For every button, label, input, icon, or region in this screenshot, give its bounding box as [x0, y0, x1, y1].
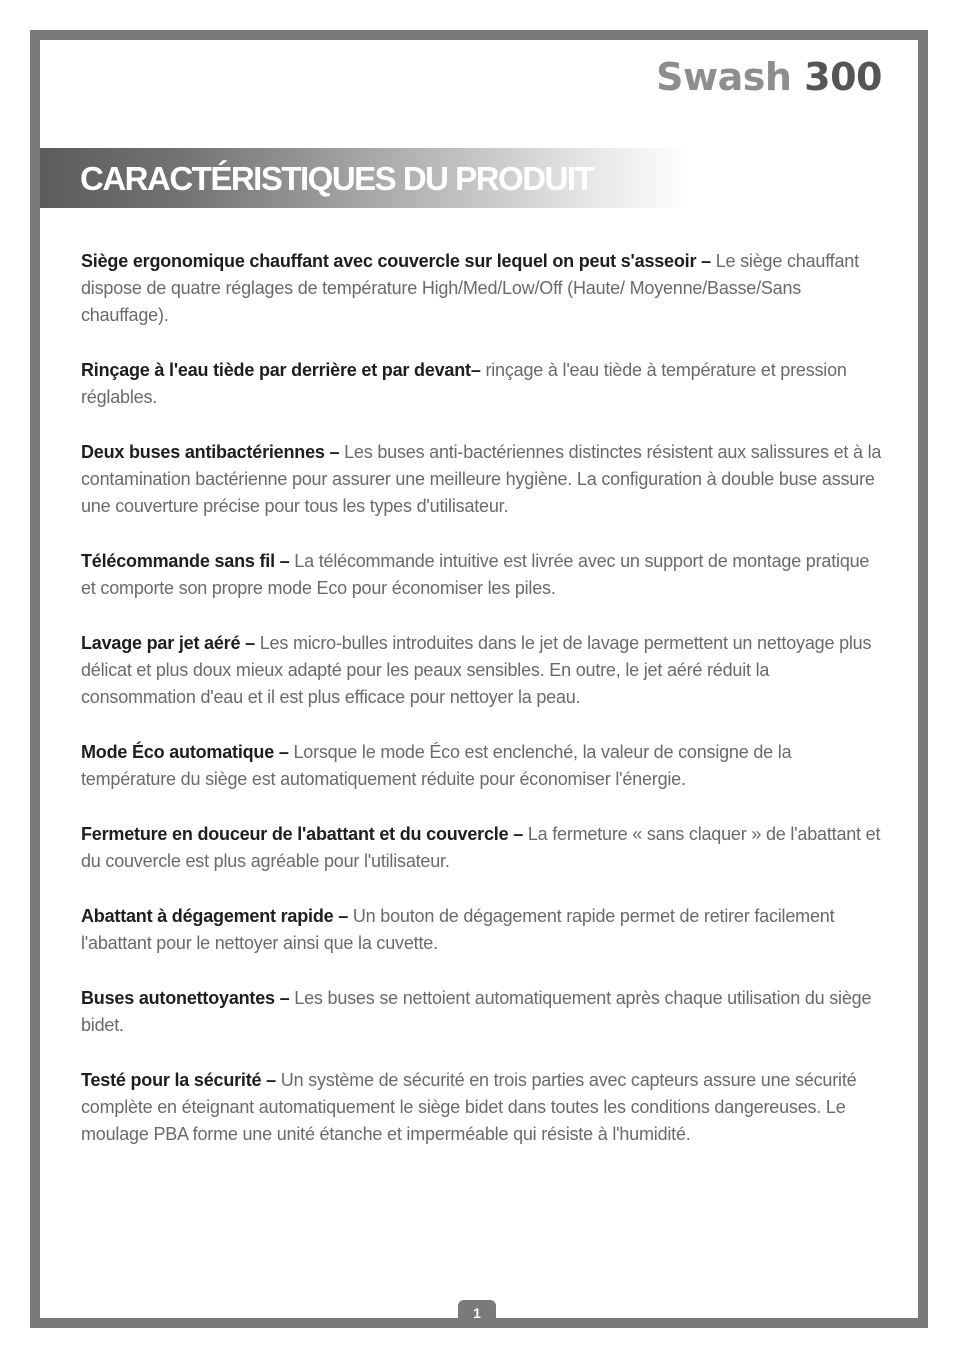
feature-description: rinçage à l'eau tiède à température et pression réglables. [81, 360, 847, 407]
feature-description: Le siège chauffant dispose de quatre réglages de température High/Med/Low/Off (Haute/ Moyenne/Basse/Sans chauffage). [81, 251, 859, 325]
feature-description: La fermeture « sans claquer » de l'abattant et du couvercle est plus agréable pour l'utilisateur. [81, 824, 881, 871]
brand-name: Swash [656, 55, 792, 99]
feature-description: Les buses se nettoient automatiquement après chaque utilisation du siège bidet. [81, 988, 872, 1035]
feature-title: Télécommande sans fil [81, 551, 275, 571]
page-frame [30, 30, 928, 1328]
section-title: CARACTÉRISTIQUES DU PRODUIT [80, 160, 594, 197]
feature-item: Lavage par jet aéré – Les micro-bulles introduites dans le jet de lavage permettent un nettoyage plus délicat et plus doux mieux adapté pour les peaux sensibles. En outre, le jet aéré réduit la consommation d'eau et il est plus efficace pour nettoyer la peau. [81, 633, 872, 707]
brand-model: 300 [804, 55, 882, 99]
feature-item: Testé pour la sécurité – Un système de sécurité en trois parties avec capteurs assure une sécurité complète en éteignant automatiquement le siège bidet dans toutes les conditions dangereuses. Le moulage PBA forme une unité étanche et imperméable qui résiste à l'humidité. [81, 1070, 857, 1144]
feature-list [81, 248, 884, 1176]
feature-description: La télécommande intuitive est livrée avec un support de montage pratique et comporte son propre mode Eco pour économiser les piles. [81, 551, 870, 598]
feature-description: Lorsque le mode Éco est enclenché, la valeur de consigne de la température du siège est automatiquement réduite pour économiser l'énergie. [81, 742, 792, 789]
feature-title: Fermeture en douceur de l'abattant et du couvercle [81, 824, 509, 844]
page-number: 1 [458, 1300, 496, 1328]
feature-item: Rinçage à l'eau tiède par derrière et par devant– rinçage à l'eau tiède à température et pression réglables. [81, 360, 847, 407]
feature-item: Buses autonettoyantes – Les buses se nettoient automatiquement après chaque utilisation du siège bidet. [81, 988, 872, 1035]
feature-description: Un système de sécurité en trois parties avec capteurs assure une sécurité complète en éteignant automatiquement le siège bidet dans toutes les conditions dangereuses. Le moulage PBA forme une unité étanche et imperméable qui résiste à l'humidité. [81, 1070, 857, 1144]
feature-item: Deux buses antibactériennes – Les buses anti-bactériennes distinctes résistent aux salissures et à la contamination bactérienne pour assurer une meilleure hygiène. La configuration à double buse assure une couverture précise pour tous les types d'utilisateur. [81, 442, 882, 516]
feature-item: Mode Éco automatique – Lorsque le mode Éco est enclenché, la valeur de consigne de la température du siège est automatiquement réduite pour économiser l'énergie. [81, 742, 792, 789]
feature-description: Les micro-bulles introduites dans le jet de lavage permettent un nettoyage plus délicat et plus doux mieux adapté pour les peaux sensibles. En outre, le jet aéré réduit la consommation d'eau et il est plus efficace pour nettoyer la peau. [81, 633, 872, 707]
feature-title: Mode Éco automatique [81, 742, 275, 762]
feature-title: Siège ergonomique chauffant avec couvercle sur lequel on peut s'asseoir [81, 251, 697, 271]
feature-item: Fermeture en douceur de l'abattant et du couvercle – La fermeture « sans claquer » de l'abattant et du couvercle est plus agréable pour l'utilisateur. [81, 824, 881, 871]
feature-item: Abattant à dégagement rapide – Un bouton de dégagement rapide permet de retirer facilement l'abattant pour le nettoyer ainsi que la cuvette. [81, 906, 835, 953]
feature-title: Rinçage à l'eau tiède par derrière et par devant [81, 360, 471, 380]
feature-description: Un bouton de dégagement rapide permet de retirer facilement l'abattant pour le nettoyer ainsi que la cuvette. [81, 906, 835, 953]
feature-description: Les buses anti-bactériennes distinctes résistent aux salissures et à la contamination bactérienne pour assurer une meilleure hygiène. La configuration à double buse assure une couverture précise pour tous les types d'utilisateur. [81, 442, 882, 516]
feature-item: Télécommande sans fil – La télécommande intuitive est livrée avec un support de montage pratique et comporte son propre mode Eco pour économiser les piles. [81, 551, 870, 598]
feature-item: Siège ergonomique chauffant avec couvercle sur lequel on peut s'asseoir – Le siège chauffant dispose de quatre réglages de température High/Med/Low/Off (Haute/ Moyenne/Basse/Sans chauffage). [81, 251, 859, 325]
brand-title [656, 55, 882, 99]
feature-title: Buses autonettoyantes [81, 988, 275, 1008]
feature-title: Lavage par jet aéré [81, 633, 241, 653]
feature-title: Testé pour la sécurité [81, 1070, 262, 1090]
section-header-band [40, 148, 690, 208]
feature-title: Deux buses antibactériennes [81, 442, 325, 462]
feature-title: Abattant à dégagement rapide [81, 906, 334, 926]
